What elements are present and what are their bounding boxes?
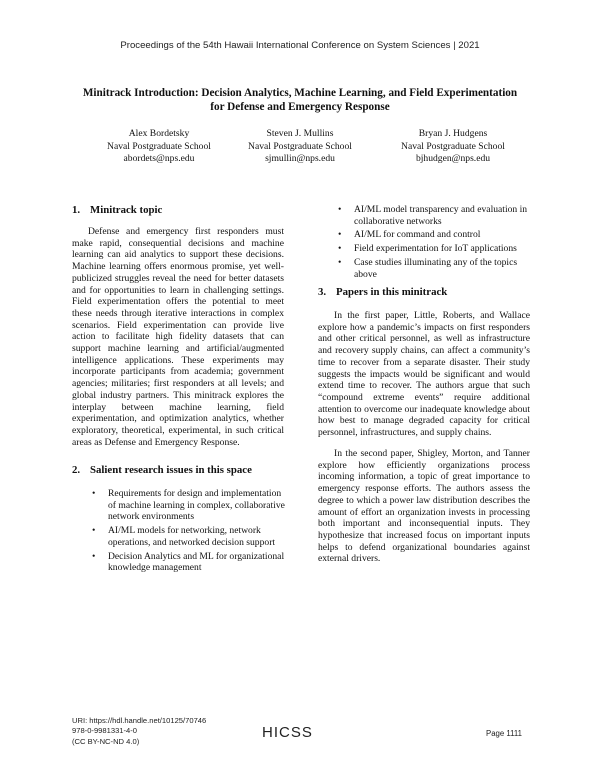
bullet-icon: • <box>92 550 96 562</box>
section-title: Papers in this minitrack <box>336 286 448 298</box>
section-title: Minitrack topic <box>90 204 163 216</box>
footer-uri[interactable]: URI: https://hdl.handle.net/10125/70746 <box>72 716 207 725</box>
section-1-body <box>72 226 284 448</box>
section-number: 1. <box>72 204 81 216</box>
author-affiliation: Naval Postgraduate School <box>401 140 505 152</box>
section-3-body-2 <box>318 448 530 565</box>
list-item: • Field experimentation for IoT applications <box>338 243 517 255</box>
list-item: • Case studies illuminating any of the topics above <box>338 256 518 280</box>
footer-license: (CC BY-NC-ND 4.0) <box>72 736 140 746</box>
bullet-icon: • <box>338 204 342 215</box>
bullet-icon: • <box>92 488 96 499</box>
section-3-paragraph-1: In the first paper, Little, Roberts, and Wallace explore how a pandemic’s impacts on first responders and other critical personnel, as well as infrastructure and recovery supply chains, can affect a community’s time to recover from a separate disaster. Their study suggests the impacts would be significant and would extend time to recover. The authors argue that such “compound extreme events” require additional attention to overcome our inadequate knowledge about how best to manage degraded capacity for critical personnel, infrastructures, and supply chains. <box>318 310 530 439</box>
bullet-icon: • <box>338 243 342 255</box>
author-email[interactable]: bjhudgen@nps.edu <box>415 153 491 164</box>
author-name: Steven J. Mullins <box>266 128 334 139</box>
section-title: Salient research issues in this space <box>90 464 252 476</box>
list-item: • AI/ML models for networking, network operations, and networked decision support <box>92 525 276 548</box>
author-affiliation: Naval Postgraduate School <box>107 140 211 152</box>
author-block-2 <box>225 128 375 166</box>
page-number: Page 1111 <box>486 729 522 738</box>
footer-identifiers <box>72 716 206 747</box>
paper-title <box>60 86 540 114</box>
author-affiliation: Naval Postgraduate School <box>248 140 352 152</box>
list-item: • Decision Analytics and ML for organizational knowledge management <box>92 550 285 574</box>
author-email[interactable]: sjmullin@nps.edu <box>265 153 335 164</box>
section-1-heading <box>72 204 162 216</box>
list-item: • AI/ML model transparency and evaluation in collaborative networks <box>338 204 528 227</box>
section-number: 3. <box>318 286 327 298</box>
bullet-icon: • <box>92 525 96 537</box>
section-2-bullet-list-continued <box>338 204 532 282</box>
hicss-logo: HICSS <box>262 724 313 741</box>
section-2-heading <box>72 464 252 476</box>
author-email[interactable]: abordets@nps.edu <box>123 153 195 164</box>
author-name: Bryan J. Hudgens <box>418 128 488 139</box>
section-3-paragraph-2: In the second paper, Shigley, Morton, and Tanner explore how efficiently organizations process incoming information, a topic of great importance to emergency response efforts. The authors assess the degree to which a power law distribution describes the amount of effort an organization invests in processing both important and inconsequential inputs. They hypothesize that increased focus on important inputs helps to defend organizational boundaries against external drivers. <box>318 448 530 565</box>
title-line-2: for Defense and Emergency Response <box>210 101 390 113</box>
footer-isbn: 978-0-9981331-4-0 <box>72 726 138 736</box>
proceedings-header: Proceedings of the 54th Hawaii International Conference on System Sciences | 2021 <box>120 40 480 51</box>
section-3-body <box>318 310 530 439</box>
author-name: Alex Bordetsky <box>128 128 190 139</box>
bullet-icon: • <box>338 229 342 241</box>
bullet-icon: • <box>338 256 342 268</box>
author-block-3 <box>378 128 528 166</box>
section-1-paragraph: Defense and emergency first responders must make rapid, consequential decisions and machine learning can aid analytics to support these decisions. Machine learning offers enormous promise, yet well-publicized struggles reveal the need for better datasets and for opportunities to learn in challenging settings. Field experimentation offers the potential to meet these needs through iterative interactions in complex scenarios. Field experimentation can provide live action to facilitate high fidelity datasets that can support machine learning and artificial/augmented intelligence applications. These experiments may incorporate participants from academia; government agencies; militaries; first responders at all levels; and global industry partners. This minitrack explores the interplay between machine learning, field experimentation, and optimization analytics, whether exploratory, theoretical, experimental, in such critical areas as Defense and Emergency Response. <box>72 226 284 448</box>
title-line-1: Minitrack Introduction: Decision Analytics, Machine Learning, and Field Experimentation <box>82 87 518 99</box>
section-number: 2. <box>72 464 81 476</box>
section-3-heading <box>318 286 447 298</box>
list-item: • Requirements for design and implementation of machine learning in complex, collaborative network environments <box>92 488 285 523</box>
section-2-bullet-list <box>92 488 286 576</box>
list-item: • AI/ML for command and control <box>338 229 481 241</box>
author-block-1 <box>84 128 234 166</box>
